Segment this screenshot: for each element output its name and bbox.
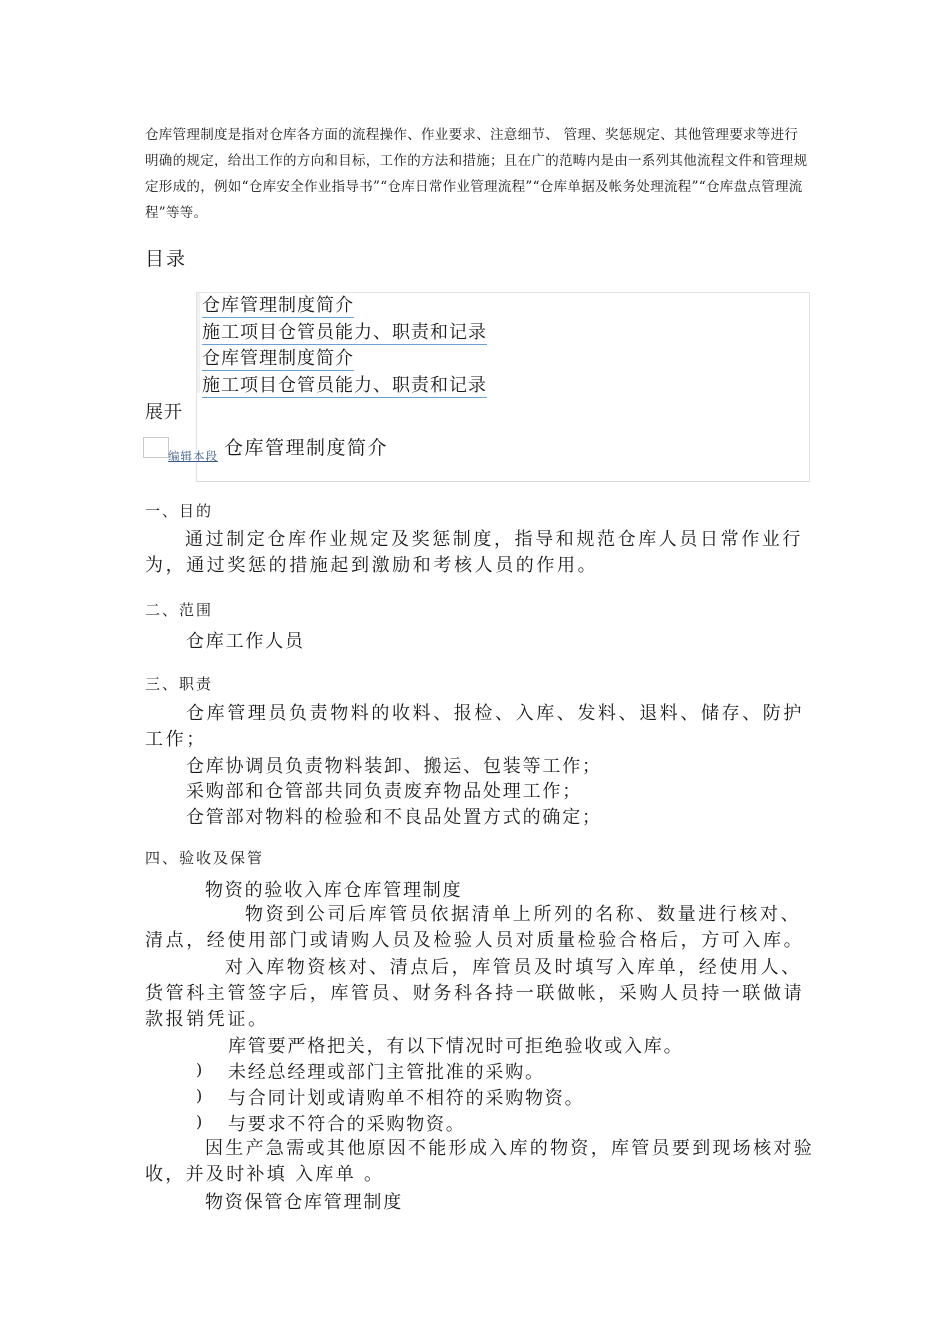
- receiving-paragraph: 因生产急需或其他原因不能形成入库的物资，库管员要到现场核对验收，并及时补填 入库单 。: [145, 1138, 814, 1185]
- toc-list: [202, 293, 487, 399]
- toc-title: 目录: [145, 248, 188, 270]
- toc-link-keeper-duties[interactable]: 施工项目仓管员能力、职责和记录: [202, 321, 487, 343]
- receiving-paragraph: 库管要严格把关，有以下情况时可拒绝验收或入库。: [228, 1036, 684, 1057]
- receiving-label: 四、验收及保管: [145, 849, 265, 867]
- refusal-item: 与合同计划或请购单不相符的采购物资。: [228, 1088, 585, 1109]
- duty-item: 仓库协调员负责物料装卸、搬运、包装等工作；: [186, 756, 602, 777]
- purpose-label: 一、目的: [145, 502, 214, 520]
- duty-item: 采购部和仓管部共同负责废弃物品处理工作；: [186, 781, 582, 802]
- scope-text: 仓库工作人员: [186, 631, 305, 652]
- refusal-item: 与要求不符合的采购物资。: [228, 1114, 466, 1135]
- list-marker: ): [196, 1060, 203, 1079]
- receiving-subheading: 物资的验收入库仓库管理制度: [205, 880, 463, 901]
- duties-label: 三、职责: [145, 675, 214, 693]
- toc-link-intro-2[interactable]: 仓库管理制度简介: [202, 348, 354, 369]
- duty-item: 仓管部对物料的检验和不良品处置方式的确定；: [186, 807, 602, 828]
- scope-label: 二、范围: [145, 601, 214, 619]
- list-marker: ): [196, 1112, 203, 1131]
- purpose-text: 通过制定仓库作业规定及奖惩制度，指导和规范仓库人员日常作业行为，通过奖惩的措施起到激励和考核人员的作用。: [145, 529, 803, 576]
- edit-checkbox[interactable]: [143, 437, 169, 458]
- receiving-paragraph: 物资到公司后库管员依据清单上所列的名称、数量进行核对、清点，经使用部门或请购人员及检验人员对质量检验合格后，方可入库。: [145, 904, 805, 951]
- list-marker: ): [196, 1086, 203, 1105]
- intro-paragraph: 仓库管理制度是指对仓库各方面的流程操作、作业要求、注意细节、 管理、奖惩规定、其他管理要求等进行明确的规定，给出工作的方向和目标，工作的方法和措施；且在广的范畴内是由一系列其他流程文件和管理规定形成的，例如“仓库安全作业指导书”“仓库日常作业管理流程”“仓库单据及帐务处理流程”“仓库盘点管理流程”等等。: [145, 127, 808, 221]
- edit-section-link[interactable]: 编辑本段: [168, 449, 218, 463]
- receiving-paragraph: 对入库物资核对、清点后，库管员及时填写入库单，经使用人、货管科主管签字后，库管员、财务科各持一联做帐，采购人员持一联做请款报销凭证。: [145, 957, 805, 1030]
- toc-link-keeper-duties-2[interactable]: 施工项目仓管员能力、职责和记录: [202, 374, 487, 396]
- section-heading: 仓库管理制度简介: [224, 437, 389, 459]
- toc-link-intro[interactable]: 仓库管理制度简介: [202, 295, 354, 316]
- duty-item: 仓库管理员负责物料的收料、报检、入库、发料、退料、储存、防护工作；: [145, 703, 804, 750]
- storage-subheading: 物资保管仓库管理制度: [205, 1192, 403, 1213]
- toc-expand-toggle[interactable]: 展开: [145, 402, 183, 423]
- refusal-item: 未经总经理或部门主管批准的采购。: [228, 1062, 545, 1083]
